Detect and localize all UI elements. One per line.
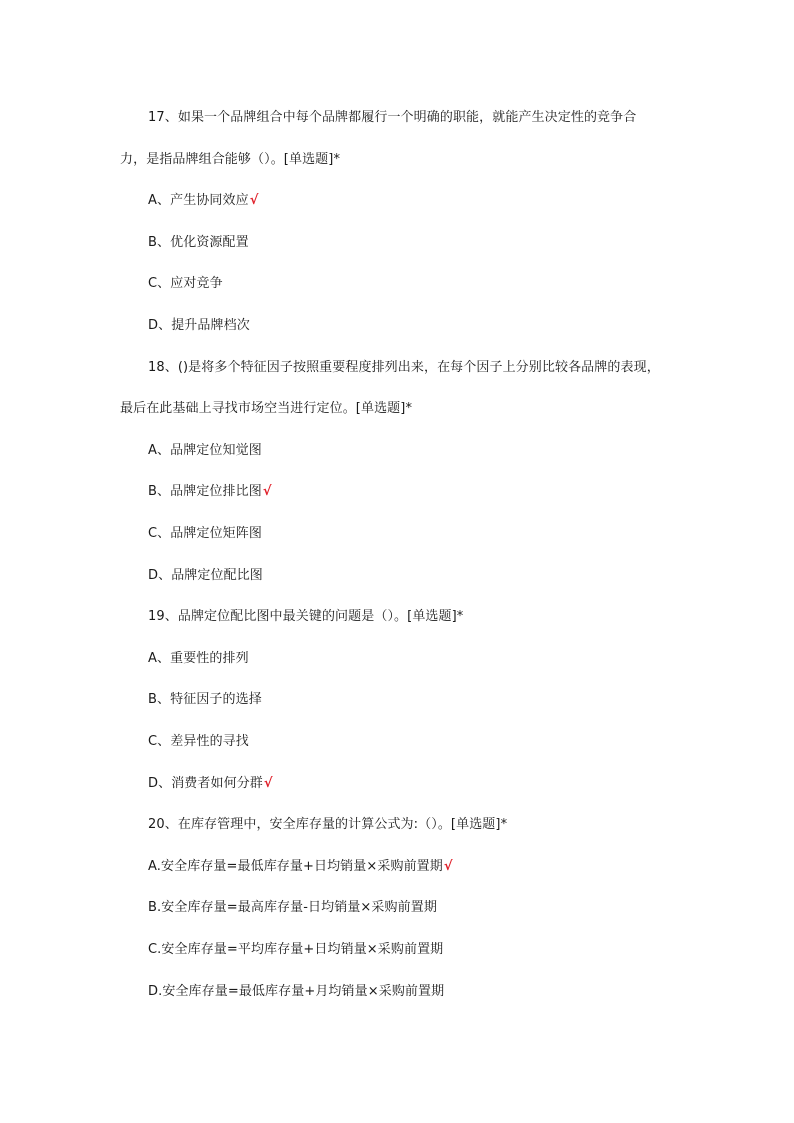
question-17-text-continued: [120, 150, 340, 170]
option-label: A.安全库存量=最低库存量+日均销量×采购前置期: [148, 859, 443, 874]
option-17-c: [148, 274, 224, 294]
option-label: A、重要性的排列: [148, 651, 249, 666]
option-label: D、提升品牌档次: [148, 318, 250, 333]
question-19-text: [148, 607, 463, 627]
option-label: C.安全库存量=平均库存量+日均销量×采购前置期: [148, 942, 444, 957]
option-20-d: [148, 982, 445, 1002]
option-label: A、产生协同效应: [148, 193, 249, 208]
question-text-line1: 如果一个品牌组合中每个品牌都履行一个明确的职能，就能产生决定性的竞争合: [177, 110, 637, 125]
option-18-a: [148, 441, 263, 461]
option-20-c: [148, 940, 444, 960]
correct-checkmark: √: [443, 859, 453, 874]
question-text-line2: 最后在此基础上寻找市场空当进行定位。[单选题]*: [120, 401, 413, 416]
option-label: B、品牌定位排比图: [148, 484, 262, 499]
question-number: 18、: [148, 360, 178, 375]
question-text-line1: 在库存管理中，安全库存量的计算公式为:（）。[单选题]*: [177, 817, 508, 832]
question-number: 17、: [148, 110, 178, 125]
option-19-b: [148, 690, 263, 710]
option-label: D.安全库存量=最低库存量+月均销量×采购前置期: [148, 984, 445, 999]
question-18-text: [148, 358, 660, 378]
question-text-line1: ()是将多个特征因子按照重要程度排列出来，在每个因子上分别比较各品牌的表现，: [177, 360, 660, 375]
correct-checkmark: √: [249, 193, 259, 208]
option-label: B、优化资源配置: [148, 235, 249, 250]
question-20-text: [148, 815, 507, 835]
option-label: C、差异性的寻找: [148, 734, 249, 749]
option-19-d: [148, 774, 273, 794]
question-17-text: [148, 108, 636, 128]
option-label: A、品牌定位知觉图: [148, 443, 262, 458]
correct-checkmark: √: [262, 484, 272, 499]
option-label: B.安全库存量=最高库存量-日均销量×采购前置期: [148, 900, 437, 915]
option-19-a: [148, 649, 250, 669]
question-text-line1: 品牌定位配比图中最关键的问题是（）。[单选题]*: [177, 609, 464, 624]
option-18-d: [148, 566, 264, 586]
question-text-line2: 力，是指品牌组合能够（）。[单选题]*: [120, 152, 341, 167]
option-label: D、品牌定位配比图: [148, 568, 263, 583]
correct-checkmark: √: [263, 776, 273, 791]
option-17-b: [148, 233, 250, 253]
option-label: B、特征因子的选择: [148, 692, 262, 707]
option-label: D、消费者如何分群: [148, 776, 263, 791]
question-number: 20、: [148, 817, 178, 832]
option-label: C、品牌定位矩阵图: [148, 526, 262, 541]
option-18-b: [148, 482, 272, 502]
option-label: C、应对竞争: [148, 276, 223, 291]
option-18-c: [148, 524, 263, 544]
option-20-a: [148, 857, 453, 877]
question-number: 19、: [148, 609, 178, 624]
option-19-c: [148, 732, 250, 752]
option-17-d: [148, 316, 251, 336]
option-17-a: [148, 191, 258, 211]
question-18-text-continued: [120, 399, 412, 419]
option-20-b: [148, 898, 438, 918]
